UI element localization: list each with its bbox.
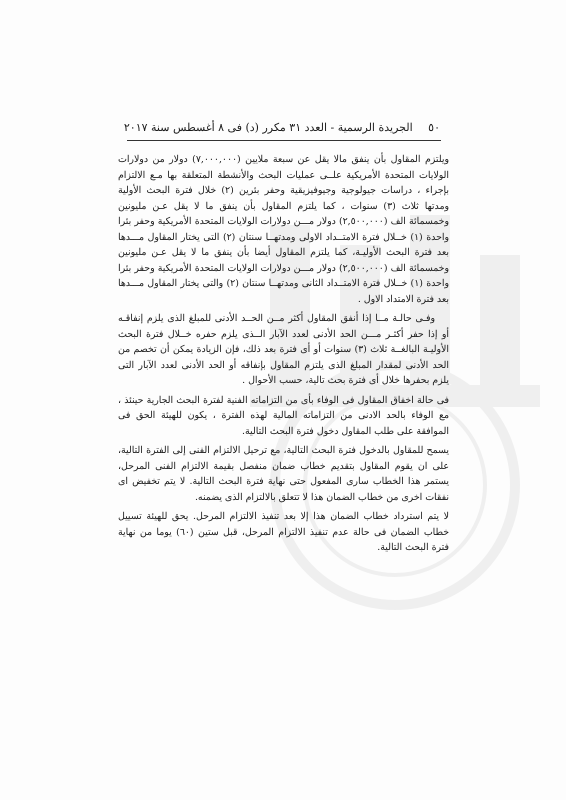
header-divider (127, 140, 441, 141)
paragraph-5: لا يتم استرداد خطاب الضمان هذا إلا بعد تنفيذ الالتزام المرحل. يحق للهيئة تسييل خطاب الضمان فى حالة عدم تنفيذ الالتزام المرحل، قبل ستين (٦٠) يوما من نهاية فترة البحث التالية. (118, 511, 449, 553)
article-body (118, 152, 449, 556)
page-number: ٥٠ (428, 121, 440, 134)
paragraph-2: وفـى حالـة مــا إذا أنفق المقاول أكثر مــن الحــد الأدنى للمبلغ الذى يلزم إنفاقـه أو إذا حفر أكثـر مـــن الحد الأدنى لعدد الآبار الــذى يلزم حفره خــلال فترة البحث الأوليـة البالغــة ثلاث (٣) سنوات أو أى فترة بعد ذلك، فإن الزيادة يمكن أن تخصم من الحد الأدنى لمقدار المبلغ الذى يلتزم المقاول بإنفاقه أو الحد الأدنى لعدد الآبار التى يلزم بحفرها خلال أى فترة بحث تالية، حسب الأحوال . (118, 313, 449, 386)
paragraph-3: فى حالة اخفاق المقاول فى الوفاء بأى من التزاماته الفنية لفترة البحث الجارية حينئذ ، مع الوفاء بالحد الادنى من التزاماته المالية لهذه الفترة ، يكون للهيئة الحق فى الموافقة على طلب المقاول دخول فترة البحث التالية. (118, 394, 449, 437)
page-header (123, 121, 440, 135)
gazette-title: الجريدة الرسمية - العدد ٣١ مكرر (د) فى ٨ أغسطس سنة ٢٠١٧ (123, 121, 413, 134)
paragraph-1: ويلتزم المقاول بأن ينفق مالا يقل عن سبعة ملايين (٧,٠٠٠,٠٠٠) دولار من دولارات الولايات المتحدة الأمريكية علــى عمليات البحث والأنشطة المتعلقة بها مـع الالتزام بإجراء ، دراسات جيولوجية وجيوفيزيقية وحفر بئرين (٢) خلال فترة البحث الأولية ومدتها ثلاث (٣) سنوات ، كما يلتزم المقاول بأن ينفق ما لا يقل عـن مليونين وخمسمائة الف (٢,٥٠٠,٠٠٠) دولار مـــن دولارات الولايات المتحدة الأمريكية وحفر بئرا واحدة (١) خــلال فترة الامتــداد الاولى ومدتهــا سنتان (٢) التى يختار المقاول مـــدها بعد فترة البحث الأوليـة، كما يلتزم المقاول أيضا بأن ينفق ما لا يقل عـن مليونين وخمسمائة الف (٢,٥٠٠,٠٠٠) دولار مـــن دولارات الولايات المتحدة الأمريكية وحفر بئرا واحدة (١) خــلال فترة الامتــداد الثانى ومدتهــا سنتان (٢) والتى يختار المقاول مـــدها بعد فترة الامتداد الاول . (118, 154, 450, 305)
paragraph-4: يسمح للمقاول بالدخول فترة البحث التالية، مع ترحيل الالتزام الفنى إلى الفترة التالية، على ان يقوم المقاول بتقديم خطاب ضمان منفصل بقيمة الالتزام الفنى المرحل، يستمر هذا الخطاب سارى المفعول حتى نهاية فترة البحث التالية. لا يتم تخفيض اى نفقات اخرى من خطاب الضمان هذا لا تتعلق بالالتزام الذى يضمنه. (118, 445, 449, 503)
